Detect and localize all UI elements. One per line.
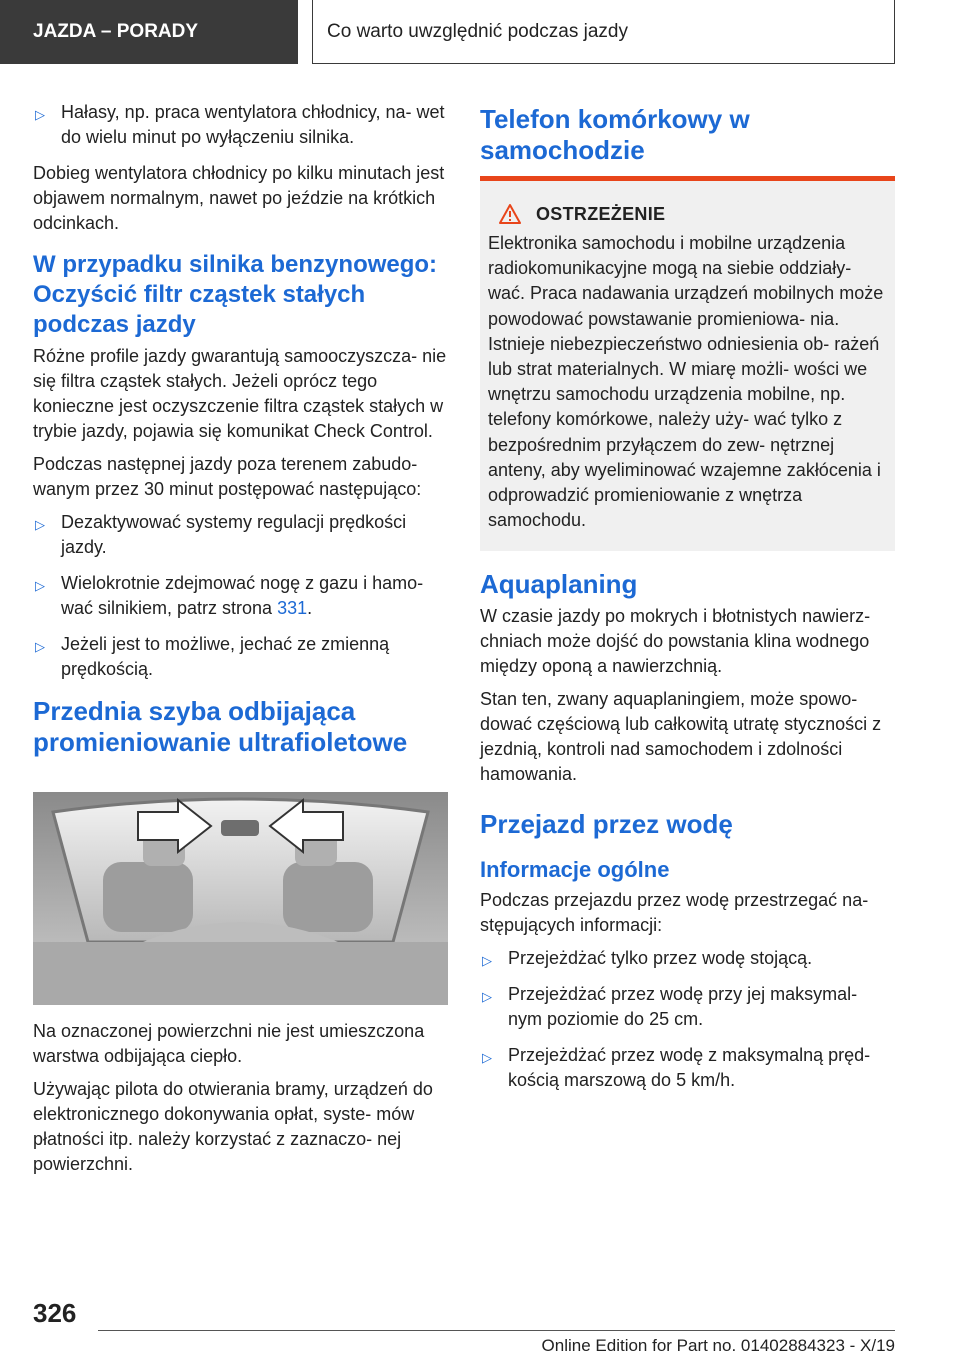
list-item: ▷ Przejeżdżać tylko przez wodę stojącą. (480, 946, 895, 971)
triangle-bullet-icon: ▷ (35, 578, 45, 593)
footer-divider (98, 1330, 895, 1331)
list-item: ▷ Przejeżdżać przez wodę z maksymalną pręd- kością marszową do 5 km/h. (482, 1045, 871, 1091)
section-title: JAZDA – PORADY (33, 21, 199, 42)
list-item: ▷ Jeżeli jest to możliwe, jechać ze zmienną prędkością. (35, 634, 390, 679)
list-item: ▷ Dezaktywować systemy regulacji prędkości jazdy. (35, 512, 407, 557)
left-column (33, 100, 448, 1185)
windshield-photo (33, 792, 448, 1005)
warning-title: OSTRZEŻENIE (536, 203, 666, 224)
paragraph: Na oznaczonej powierzchni nie jest umieszczona warstwa odbijająca ciepło. (33, 1021, 425, 1066)
page-link[interactable]: 331 (277, 598, 308, 618)
paragraph: Stan ten, zwany aquaplaningiem, może spowo- dować częściową lub całkowitą utratę styczności z jezdnią, kontroli nad samochodem i zdolności hamowania. (480, 689, 882, 785)
triangle-bullet-icon: ▷ (482, 1050, 492, 1066)
paragraph: Różne profile jazdy gwarantują samooczyszcza- nie się filtra cząstek stałych. Jeżeli oprócz tego konieczne jest oczyszczenie filtra cząstek stałych w trybie jazdy, pojawia się komunikat Check Control. (33, 346, 447, 441)
page-title: Co warto uwzględnić podczas jazdy (327, 20, 628, 42)
warning-header (488, 203, 887, 225)
paragraph: Podczas przejazdu przez wodę przestrzegać na- stępujących informacji: (480, 890, 869, 936)
car-interior-illustration (33, 792, 448, 1005)
paragraph: Podczas następnej jazdy poza terenem zabudo- wanym przez 30 minut postępować następująco: (33, 454, 422, 499)
list-item: ▷ Wielokrotnie zdejmować nogę z gazu i hamo- wać silnikiem, patrz strona 331. (35, 573, 424, 618)
paragraph: W czasie jazdy po mokrych i błotnistych nawierz- chniach może dojść do powstania klina wodnego między oponą a nawierzchnią. (480, 606, 871, 677)
list-item: ▷ Hałasy, np. praca wentylatora chłodnicy, na- wet do wielu minut po wyłączeniu silnika. (35, 102, 445, 147)
heading-petrol-filter: W przypadku silnika benzynowego: Oczyścić filtr cząstek stałych podczas jazdy (33, 251, 438, 338)
paragraph: Używając pilota do otwierania bramy, urządzeń do elektronicznego dokonywania opłat, syste- mów płatności itp. należy korzystać z zaznaczo- nej powierzchni. (33, 1079, 433, 1174)
heading-general-info: Informacje ogólne (480, 857, 670, 883)
list-item: ▷ Przejeżdżać przez wodę przy jej maksymal- nym poziomie do 25 cm. (482, 984, 858, 1030)
right-column (480, 100, 895, 1104)
heading-mobile-phone: Telefon komórkowy w samochodzie (480, 104, 750, 165)
footer-edition: Online Edition for Part no. 01402884323 - X/19 (541, 1336, 895, 1355)
triangle-bullet-icon: ▷ (35, 517, 45, 532)
heading-water-crossing: Przejazd przez wodę (480, 809, 733, 840)
triangle-bullet-icon: ▷ (35, 639, 45, 654)
page-number: 326 (33, 1298, 77, 1328)
triangle-bullet-icon: ▷ (482, 989, 492, 1005)
triangle-bullet-icon: ▷ (35, 107, 45, 122)
warning-triangle-icon (498, 203, 522, 225)
heading-uv-windshield: Przednia szyba odbijająca promieniowanie ultrafioletowe (33, 696, 408, 757)
triangle-bullet-icon: ▷ (482, 953, 492, 969)
paragraph: Dobieg wentylatora chłodnicy po kilku minutach jest objawem normalnym, nawet po jeździe na krótkich odcinkach. (33, 163, 445, 233)
warning-box (480, 176, 895, 551)
warning-text: Elektronika samochodu i mobilne urządzenia radiokomunikacyjne mogą na siebie oddziały- wać. Praca nadawania urządzeń mobilnych może powodować powstawanie promieniowa- nia. Istnieje niebezpieczeństwo odniesienia ob- rażeń lub strat materialnych. W miarę możli- wości we wnętrzu samochodu urządzenia mobilne, np. telefony komórkowe, należy uży- wać tylko z bezpośrednim przyłączem do zew- nętrznej anteny, aby wyeliminować wzajemne zakłócenia i odprowadzić promieniowanie z wnętrza samochodu. (488, 233, 884, 531)
page-header (312, 0, 895, 64)
section-header (0, 0, 298, 64)
heading-aquaplaning: Aquaplaning (480, 569, 638, 600)
